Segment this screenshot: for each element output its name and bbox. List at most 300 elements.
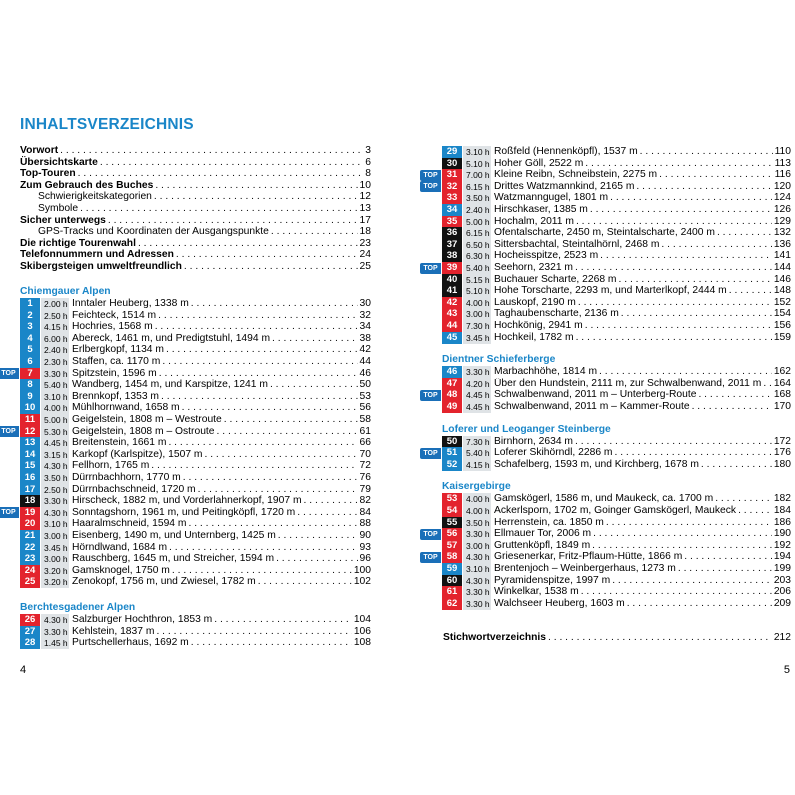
- leader-dots: [763, 378, 772, 390]
- leader-dots: [576, 332, 772, 344]
- leader-dots: [599, 366, 772, 378]
- tour-number: 40: [442, 274, 462, 286]
- tour-name: Schwalbenwand, 2011 m – Unterberg-Route: [494, 389, 697, 401]
- tour-page: 76: [359, 472, 371, 483]
- tour-name: Herrenstein, ca. 1850 m: [494, 516, 604, 528]
- tour-duration: 3.50 h: [463, 517, 491, 529]
- tour-duration: 4.30 h: [41, 614, 69, 626]
- tour-name: Gamskögerl, 1586 m, und Maukeck, ca. 1700 m: [494, 493, 714, 505]
- tour-page: 141: [773, 250, 791, 262]
- tour-page: 146: [773, 273, 791, 285]
- toc-entry[interactable]: [20, 260, 371, 273]
- tour-duration: 3.00 h: [41, 553, 69, 565]
- tour-entry[interactable]: [442, 204, 791, 216]
- tour-number: 52: [442, 459, 462, 471]
- tour-duration: 3.30 h: [463, 598, 491, 610]
- tour-name: Taghaubenscharte, 2136 m: [494, 308, 619, 320]
- toc-entry-page: 13: [359, 203, 371, 214]
- tour-page: 162: [773, 366, 791, 378]
- tour-name: Ellmauer Tor, 2006 m: [494, 528, 592, 540]
- tour-entry[interactable]: [20, 637, 371, 649]
- tour-name: Pyramidenspitze, 1997 m: [494, 574, 611, 586]
- tour-page: 32: [359, 309, 371, 321]
- tour-page: 159: [773, 331, 791, 343]
- tour-number: 21: [20, 530, 40, 542]
- tour-name: Hörndlwand, 1684 m: [72, 541, 168, 553]
- tour-entry[interactable]: [442, 285, 791, 297]
- tour-number: 15: [20, 460, 40, 472]
- tour-entry[interactable]: [442, 239, 791, 251]
- tour-name: Loferer Skihörndl, 2286 m: [494, 447, 613, 459]
- tour-number: 25: [20, 576, 40, 588]
- tour-entry[interactable]: [442, 389, 791, 401]
- toc-entry-label: Übersichtskarte: [20, 156, 98, 168]
- tour-duration: 2.00 h: [41, 298, 69, 310]
- leader-dots: [585, 158, 772, 170]
- tour-name: Zenokopf, 1756 m, und Zwiesel, 1782 m: [72, 576, 256, 588]
- tour-page: 203: [773, 574, 791, 586]
- leader-dots: [304, 495, 358, 507]
- tour-duration: 3.30 h: [41, 495, 69, 507]
- index-entry-page: 212: [773, 632, 791, 643]
- top-tour-badge: TOP: [420, 390, 441, 401]
- tour-duration: 4.00 h: [41, 402, 69, 414]
- tour-entry[interactable]: [442, 598, 791, 610]
- tour-entry[interactable]: [442, 181, 791, 193]
- tour-page: 136: [773, 238, 791, 250]
- tour-page: 34: [359, 321, 371, 333]
- tour-entry[interactable]: [20, 542, 371, 554]
- tour-number: 54: [442, 505, 462, 517]
- toc-entry-label: Skibergsteigen umweltfreundlich: [20, 261, 182, 272]
- tour-page: 113: [774, 157, 791, 169]
- leader-dots: [661, 239, 771, 251]
- tour-page: 79: [359, 483, 371, 495]
- section-heading: Dientner Schieferberge: [442, 354, 556, 366]
- leader-dots: [168, 437, 357, 449]
- tour-name: Staffen, ca. 1170 m: [72, 356, 161, 367]
- tour-name: Hochries, 1568 m: [72, 321, 153, 333]
- tour-entry[interactable]: [442, 320, 791, 332]
- tour-duration: 4.20 h: [463, 378, 491, 390]
- tour-number: 60: [442, 575, 462, 587]
- tour-number: 32: [442, 181, 462, 193]
- tour-entry[interactable]: [20, 507, 371, 519]
- tour-entry[interactable]: [442, 332, 791, 344]
- tour-duration: 5.00 h: [41, 414, 69, 426]
- tour-name: Abereck, 1461 m, und Predigtstuhl, 1494 m: [72, 332, 271, 344]
- tour-entry[interactable]: [442, 274, 791, 286]
- tour-number: 30: [442, 158, 462, 170]
- tour-number: 35: [442, 216, 462, 228]
- tour-duration: 5.40 h: [41, 379, 69, 391]
- tour-number: 12: [20, 426, 40, 438]
- tour-entry[interactable]: [20, 626, 371, 638]
- tour-page: 53: [359, 390, 371, 402]
- tour-page: 50: [359, 379, 371, 391]
- leader-dots: [590, 204, 772, 216]
- leader-dots: [600, 250, 772, 262]
- leader-dots: [548, 631, 772, 644]
- tour-name: Eisenberg, 1490 m, und Unternberg, 1425 m: [72, 530, 276, 541]
- tour-name: Hirscheck, 1882 m, und Vorderlahnerkopf, 1907 m: [72, 495, 302, 507]
- tour-number: 3: [20, 321, 40, 333]
- tour-name: Geigelstein, 1808 m – Ostroute: [72, 425, 215, 437]
- leader-dots: [258, 576, 352, 588]
- leader-dots: [581, 586, 772, 598]
- tour-duration: 3.00 h: [41, 530, 69, 542]
- tour-page: 154: [773, 308, 791, 320]
- tour-name: Gruttenköpfl, 1849 m: [494, 539, 591, 551]
- tour-name: Hochkönig, 2941 m: [494, 320, 583, 331]
- tour-name: Dürrnbachschneid, 1720 m: [72, 483, 196, 495]
- tour-name: Griesenerkar, Fritz-Pflaum-Hütte, 1866 m: [494, 551, 683, 563]
- tour-number: 14: [20, 449, 40, 461]
- tour-page: 106: [353, 625, 371, 637]
- tour-entry[interactable]: [442, 192, 791, 204]
- tour-entry[interactable]: [442, 436, 791, 448]
- leader-dots: [701, 459, 772, 471]
- top-tour-badge: TOP: [420, 448, 441, 459]
- tour-entry[interactable]: [20, 310, 371, 322]
- tour-entry[interactable]: [442, 308, 791, 320]
- tour-page: 82: [359, 495, 371, 507]
- tour-duration: 5.15 h: [463, 274, 491, 286]
- leader-dots: [166, 344, 358, 356]
- tour-name: Lauskopf, 2190 m: [494, 296, 576, 308]
- tour-duration: 4.30 h: [463, 551, 491, 563]
- tour-duration: 4.30 h: [41, 460, 69, 472]
- leader-dots: [678, 563, 772, 575]
- leader-dots: [191, 637, 352, 649]
- tour-duration: 4.30 h: [463, 575, 491, 587]
- leader-dots: [715, 493, 772, 505]
- leader-dots: [159, 368, 358, 380]
- tour-duration: 4.45 h: [463, 401, 491, 413]
- tour-name: Purtschellerhaus, 1692 m: [72, 637, 189, 649]
- tour-entry[interactable]: [20, 426, 371, 438]
- tour-page: 176: [773, 447, 791, 459]
- top-tour-badge: TOP: [420, 552, 441, 563]
- tour-name: Haaralmschneid, 1594 m: [72, 518, 187, 530]
- tour-number: 41: [442, 285, 462, 297]
- tour-name: Schwalbenwand, 2011 m – Kammer-Route: [494, 401, 690, 412]
- toc-entry-page: 24: [359, 249, 371, 261]
- tour-name: Hoher Göll, 2522 m: [494, 157, 584, 169]
- toc-entry-label: GPS-Tracks und Koordinaten der Ausgangspunkte: [38, 226, 269, 238]
- tour-entry[interactable]: [20, 449, 371, 461]
- tour-number: 39: [442, 262, 462, 274]
- leader-dots: [593, 528, 772, 540]
- tour-number: 26: [20, 614, 40, 626]
- leader-dots: [614, 447, 771, 459]
- tour-entry[interactable]: [442, 540, 791, 552]
- tour-entry[interactable]: [20, 356, 371, 368]
- tour-page: 66: [359, 437, 371, 449]
- tour-page: 190: [773, 528, 791, 540]
- tour-name: Hocheisspitze, 2523 m: [494, 250, 599, 262]
- tour-entry[interactable]: [442, 297, 791, 309]
- tour-entry[interactable]: [20, 553, 371, 565]
- page-title: INHALTSVERZEICHNIS: [20, 116, 194, 133]
- tour-entry[interactable]: [20, 391, 371, 403]
- tour-page: 58: [359, 414, 371, 425]
- tour-page: 126: [773, 204, 791, 215]
- leader-dots: [276, 553, 357, 565]
- tour-entry[interactable]: [20, 495, 371, 507]
- tour-name: Buchauer Scharte, 2268 m: [494, 273, 617, 285]
- leader-dots: [155, 321, 358, 333]
- tour-duration: 5.40 h: [463, 262, 491, 274]
- toc-entry-label: Schwierigkeitskategorien: [38, 191, 152, 203]
- tour-entry[interactable]: [20, 518, 371, 530]
- page-number-left: 4: [20, 664, 27, 676]
- toc-entry-page: 8: [365, 168, 371, 180]
- leader-dots: [204, 449, 357, 461]
- toc-entry-label: Top-Touren: [20, 168, 76, 180]
- tour-duration: 3.30 h: [463, 366, 491, 378]
- tour-entry[interactable]: [20, 344, 371, 356]
- top-tour-badge: TOP: [420, 263, 441, 274]
- tour-entry[interactable]: [442, 528, 791, 540]
- leader-dots: [172, 565, 352, 577]
- tour-entry[interactable]: [442, 447, 791, 459]
- tour-name: Birnhorn, 2634 m: [494, 435, 573, 447]
- tour-page: 42: [359, 344, 371, 356]
- tour-entry[interactable]: [20, 576, 371, 588]
- tour-number: 49: [442, 401, 462, 413]
- tour-duration: 3.00 h: [463, 308, 491, 320]
- tour-name: Über den Hundstein, 2111 m, zur Schwalbenwand, 2011 m: [494, 377, 762, 389]
- tour-duration: 3.10 h: [41, 391, 69, 403]
- toc-entry-label: Zum Gebrauch des Buches: [20, 179, 154, 191]
- tour-entry[interactable]: [442, 563, 791, 575]
- tour-entry[interactable]: [442, 250, 791, 262]
- tour-page: 164: [773, 377, 791, 389]
- tour-number: 16: [20, 472, 40, 484]
- section-heading: Loferer und Leoganger Steinberge: [442, 423, 611, 435]
- leader-dots: [158, 310, 357, 322]
- section-heading: Berchtesgadener Alpen: [20, 602, 136, 613]
- tour-name: Gamsknogel, 1750 m: [72, 564, 170, 576]
- tour-number: 62: [442, 598, 462, 610]
- toc-entry-page: 12: [359, 191, 371, 203]
- leader-dots: [184, 260, 358, 273]
- top-tour-badge: TOP: [0, 507, 19, 518]
- tour-page: 30: [359, 298, 371, 309]
- tour-entry[interactable]: [442, 401, 791, 413]
- leader-dots: [692, 401, 772, 413]
- tour-page: 61: [359, 425, 371, 437]
- leader-dots: [272, 333, 357, 345]
- tour-name: Hochalm, 2011 m: [494, 215, 574, 227]
- tour-duration: 4.00 h: [463, 505, 491, 517]
- tour-duration: 2.30 h: [41, 356, 69, 368]
- tour-entry[interactable]: [20, 472, 371, 484]
- tour-name: Kehlstein, 1837 m: [72, 625, 155, 637]
- tour-number: 5: [20, 344, 40, 356]
- tour-duration: 3.30 h: [41, 626, 69, 638]
- tour-duration: 5.10 h: [463, 285, 491, 297]
- tour-number: 18: [20, 495, 40, 507]
- tour-page: 84: [359, 506, 371, 518]
- tour-entry[interactable]: [20, 484, 371, 496]
- tour-name: Mühlhornwand, 1658 m: [72, 402, 180, 414]
- leader-dots: [182, 402, 358, 414]
- leader-dots: [640, 146, 773, 158]
- tour-name: Fellhorn, 1765 m: [72, 460, 150, 472]
- tour-entry[interactable]: [20, 368, 371, 380]
- tour-page: 209: [773, 597, 791, 609]
- tour-page: 148: [773, 285, 791, 297]
- index-entry[interactable]: [443, 631, 791, 644]
- tour-duration: 3.10 h: [463, 563, 491, 575]
- leader-dots: [151, 460, 357, 472]
- tour-entry[interactable]: [20, 414, 371, 426]
- tour-entry[interactable]: [20, 437, 371, 449]
- tour-name: Marbachhöhe, 1814 m: [494, 366, 598, 378]
- leader-dots: [162, 356, 357, 368]
- tour-duration: 4.00 h: [463, 493, 491, 505]
- tour-number: 53: [442, 493, 462, 505]
- toc-entry-page: 17: [359, 214, 371, 226]
- tour-page: 116: [774, 169, 791, 181]
- leader-dots: [278, 530, 358, 542]
- tour-entry[interactable]: [442, 459, 791, 471]
- tour-duration: 3.50 h: [41, 472, 69, 484]
- tour-entry[interactable]: [20, 614, 371, 626]
- tour-entry[interactable]: [442, 169, 791, 181]
- tour-page: 152: [773, 296, 791, 308]
- toc-entry-page: 6: [365, 156, 371, 168]
- tour-name: Roßfeld (Hennenköpfl), 1537 m: [494, 146, 638, 157]
- top-tour-badge: TOP: [420, 181, 441, 192]
- tour-entry[interactable]: [20, 333, 371, 345]
- tour-page: 46: [359, 367, 371, 379]
- tour-name: Inntaler Heuberg, 1338 m: [72, 298, 189, 309]
- leader-dots: [627, 598, 772, 610]
- tour-name: Brentenjoch – Weinbergerhaus, 1273 m: [494, 563, 676, 574]
- tour-entry[interactable]: [442, 586, 791, 598]
- toc-entry-page: 18: [359, 226, 371, 238]
- tour-number: 6: [20, 356, 40, 368]
- tour-duration: 5.40 h: [463, 447, 491, 459]
- tour-entry[interactable]: [20, 565, 371, 577]
- tour-name: Hohe Torscharte, 2293 m, und Marterlkopf, 2444 m: [494, 285, 727, 297]
- tour-name: Drittes Watzmannkind, 2165 m: [494, 180, 635, 192]
- tour-duration: 6.15 h: [463, 181, 491, 193]
- tour-page: 192: [773, 539, 791, 551]
- tour-name: Rauschberg, 1645 m, und Streicher, 1594 m: [72, 553, 275, 565]
- tour-duration: 3.30 h: [41, 368, 69, 380]
- tour-number: 61: [442, 586, 462, 598]
- tour-number: 27: [20, 626, 40, 638]
- leader-dots: [575, 436, 772, 448]
- leader-dots: [270, 379, 358, 391]
- tour-name: Hirschkaser, 1385 m: [494, 204, 588, 215]
- tour-duration: 3.10 h: [41, 518, 69, 530]
- tour-duration: 5.00 h: [463, 216, 491, 228]
- leader-dots: [606, 517, 772, 529]
- leader-dots: [698, 389, 771, 401]
- tour-name: Breitenstein, 1661 m: [72, 437, 167, 449]
- leader-dots: [636, 181, 771, 193]
- tour-number: 1: [20, 298, 40, 310]
- tour-number: 37: [442, 239, 462, 251]
- tour-number: 4: [20, 333, 40, 345]
- tour-page: 129: [773, 215, 791, 227]
- tour-name: Ofentalscharte, 2450 m, Steintalscharte, 2400 m: [494, 227, 715, 239]
- toc-entry-page: 25: [359, 261, 371, 272]
- tour-duration: 2.50 h: [41, 484, 69, 496]
- tour-entry[interactable]: [442, 146, 791, 158]
- tour-entry[interactable]: [442, 216, 791, 228]
- leader-dots: [585, 320, 772, 332]
- leader-dots: [161, 391, 358, 403]
- tour-duration: 3.50 h: [463, 192, 491, 204]
- tour-entry[interactable]: [442, 551, 791, 563]
- tour-number: 2: [20, 310, 40, 322]
- tour-entry[interactable]: [442, 517, 791, 529]
- tour-name: Schafelberg, 1593 m, und Kirchberg, 1678 m: [494, 458, 699, 470]
- tour-number: 46: [442, 366, 462, 378]
- leader-dots: [610, 192, 772, 204]
- tour-duration: 1.45 h: [41, 637, 69, 649]
- tour-page: 206: [773, 586, 791, 598]
- tour-entry[interactable]: [20, 298, 371, 310]
- tour-number: 59: [442, 563, 462, 575]
- tour-page: 44: [359, 356, 371, 367]
- tour-number: 56: [442, 528, 462, 540]
- tour-entry[interactable]: [442, 227, 791, 239]
- toc-entry-label: Telefonnummern und Adressen: [20, 249, 174, 261]
- tour-number: 47: [442, 378, 462, 390]
- tour-page: 194: [773, 551, 791, 563]
- leader-dots: [578, 297, 772, 309]
- tour-number: 19: [20, 507, 40, 519]
- tour-number: 8: [20, 379, 40, 391]
- tour-duration: 4.15 h: [463, 459, 491, 471]
- tour-name: Geigelstein, 1808 m – Westroute: [72, 414, 222, 425]
- tour-number: 10: [20, 402, 40, 414]
- tour-entry[interactable]: [442, 158, 791, 170]
- tour-entry[interactable]: [442, 262, 791, 274]
- tour-entry[interactable]: [20, 402, 371, 414]
- tour-duration: 2.40 h: [41, 344, 69, 356]
- tour-number: 11: [20, 414, 40, 426]
- tour-number: 44: [442, 320, 462, 332]
- tour-entry[interactable]: [20, 321, 371, 333]
- tour-duration: 3.10 h: [463, 146, 491, 158]
- leader-dots: [592, 540, 772, 552]
- leader-dots: [217, 426, 358, 438]
- tour-number: 31: [442, 169, 462, 181]
- tour-page: 172: [773, 435, 791, 447]
- tour-name: Karkopf (Karlspitze), 1507 m: [72, 448, 203, 460]
- tour-entry[interactable]: [442, 366, 791, 378]
- tour-entry[interactable]: [442, 575, 791, 587]
- tour-entry[interactable]: [442, 493, 791, 505]
- tour-page: 168: [773, 389, 791, 401]
- tour-duration: 6.15 h: [463, 227, 491, 239]
- tour-entry[interactable]: [442, 378, 791, 390]
- tour-entry[interactable]: [442, 505, 791, 517]
- tour-duration: 3.30 h: [463, 586, 491, 598]
- tour-entry[interactable]: [20, 379, 371, 391]
- tour-entry[interactable]: [20, 530, 371, 542]
- tour-entry[interactable]: [20, 460, 371, 472]
- tour-page: 88: [359, 518, 371, 530]
